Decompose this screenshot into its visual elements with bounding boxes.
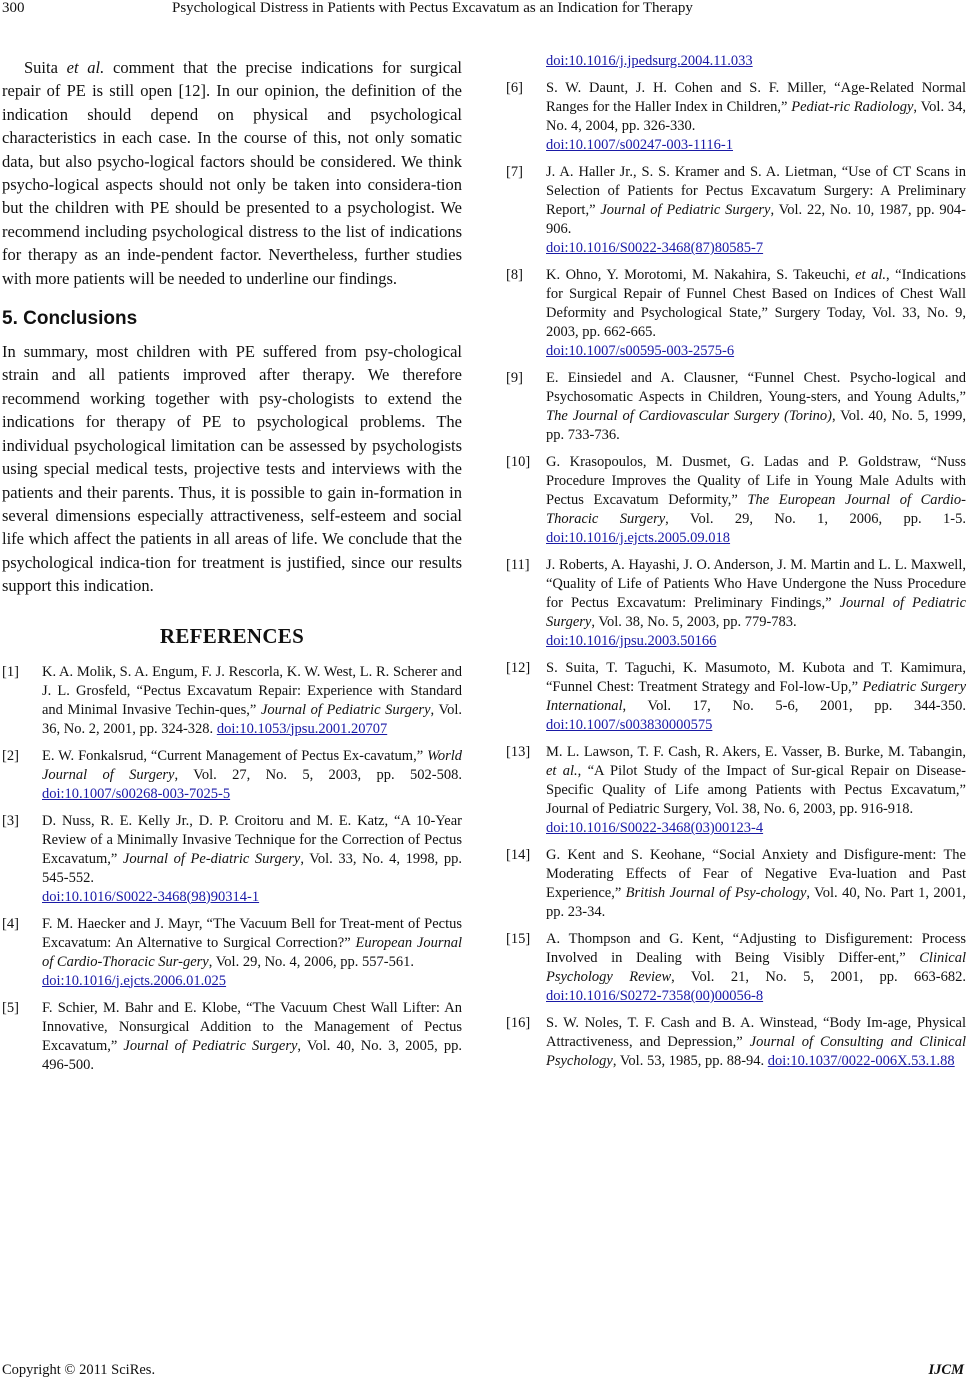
paragraph-italic: et al.	[66, 58, 105, 77]
conclusions-paragraph: In summary, most children with PE suffered from psy-chological strain and all patients improved after therapy. We therefore recommend working together with psy-chologists to extend the indications for therapy of PE to psychological problems. The individual psychological limitation can be assessed by psychologists using special medical tests, projective tests and interviews with the patients and their parents. Thus, it is possible to gain in-formation in several dimensions especially attractiveness, self-esteem and social life which affect the patients in all areas of life. We conclude that the psychological indica-tion for treatment is justified, since our results support this indication.	[2, 342, 462, 596]
reference-item: [2] E. W. Fonkalsrud, “Current Management of Pectus Ex-cavatum,” World Journal of Surgery, Vol. 27, No. 5, 2003, pp. 502-508. doi:10.1007/s00268-003-7025-5	[2, 747, 462, 802]
copyright-notice: Copyright © 2011 SciRes.	[2, 1362, 156, 1378]
reference-item: [8] K. Ohno, Y. Morotomi, M. Nakahira, S. Takeuchi, et al., “Indications for Surgical Repair of Funnel Chest Based on Indices of Chest Wall Deformity and Psychological State,” Surgery Today, Vol. 33, No. 9, 2003, pp. 662-665. doi:10.1007/s00595-003-2575-6	[506, 267, 967, 359]
doi-link[interactable]: doi:10.1007/s00247-003-1116-1	[546, 137, 734, 153]
doi-link[interactable]: doi:10.1037/0022-006X.53.1.88	[767, 1053, 955, 1069]
journal-abbreviation: IJCM	[928, 1362, 964, 1378]
doi-link[interactable]: doi:10.1016/S0022-3468(98)90314-1	[42, 888, 260, 905]
references-heading: REFERENCES	[159, 623, 305, 648]
reference-item: [5] F. Schier, M. Bahr and E. Klobe, “The Vacuum Chest Wall Lifter: An Innovative, Nonsurgical Addition to the Management of Pectus Excavatum,” Journal of Pediatric Surgery, Vol. 40, No. 3, 2005, pp. 496-500.	[2, 999, 462, 1073]
right-column	[506, 52, 966, 1079]
reference-item: [7] J. A. Haller Jr., S. S. Kramer and S. A. Lietman, “Use of CT Scans in Selection of Patients for Pectus Excavatum Surgery: A Preliminary Report,” Journal of Pediatric Surgery, Vol. 22, No. 10, 1987, pp. 904-906. doi:10.1016/S0022-3468(87)80585-7	[506, 164, 966, 256]
reference-item: [12] S. Suita, T. Taguchi, K. Masumoto, M. Kubota and T. Kamimura, “Funnel Chest: Treatment Strategy and Fol-low-Up,” Pediatric Surgery International, Vol. 17, No. 5-6, 2001, pp. 344-350. doi:10.1007/s003830000575	[506, 660, 966, 733]
discussion-paragraph	[2, 56, 462, 290]
doi-link[interactable]: doi:10.1016/j.jpedsurg.2004.11.033	[546, 53, 753, 69]
doi-link[interactable]: doi:10.1016/S0272-7358(00)00056-8	[546, 988, 764, 1004]
reference-item: [10] G. Krasopoulos, M. Dusmet, G. Ladas and P. Goldstraw, “Nuss Procedure Improves the Quality of Life in Young Male Adults with Pectus Excavatum Deformity,” The European Journal of Cardio-Thoracic Surgery, Vol. 29, No. 1, 2006, pp. 1-5. doi:10.1016/j.ejcts.2005.09.018	[506, 454, 967, 546]
reference-item: [14] G. Kent and S. Keohane, “Social Anxiety and Disfigure-ment: The Moderating Effects of Fear of Negative Eva-luation and Past Experience,” British Journal of Psy-chology, Vol. 40, No. Part 1, 2001, pp. 23-34.	[506, 847, 966, 920]
reference-item: [3] D. Nuss, R. E. Kelly Jr., D. P. Croitoru and M. E. Katz, “A 10-Year Review of a Minimally Invasive Technique for the Correction of Pectus Excavatum,” Journal of Pe-diatric Surgery, Vol. 33, No. 4, 1998, pp. 545-552. doi:10.1016/S0022-3468(98)90314-1	[2, 812, 462, 905]
page-header	[0, 0, 968, 22]
reference-item: [16] S. W. Noles, T. F. Cash and B. A. Winstead, “Body Im-age, Physical Attractiveness, and Depression,” Journal of Consulting and Clinical Psychology, Vol. 53, 1985, pp. 88-94. doi:10.1037/0022-006X.53.1.88	[506, 1015, 966, 1069]
paragraph-text: Suita	[24, 58, 67, 77]
doi-link[interactable]: doi:10.1007/s00268-003-7025-5	[42, 785, 231, 802]
reference-item: [9] E. Einsiedel and A. Clausner, “Funnel Chest. Psycho-logical and Psychosomatic Aspects in Children, Young-sters, and Young Adults,” The Journal of Cardiovascular Surgery (Torino), Vol. 40, No. 5, 1999, pp. 733-736.	[506, 370, 966, 443]
reference-list-left	[2, 663, 462, 1075]
reference-item: [4] F. M. Haecker and J. Mayr, “The Vacuum Bell for Treat-ment of Pectus Excavatum: An Alternative to Surgical Correction?” European Journal of Cardio-Thoracic Sur-gery, Vol. 29, No. 4, 2006, pp. 557-561. doi:10.1016/j.ejcts.2006.01.025	[2, 915, 462, 989]
paragraph-text: comment that the precise indications for surgical repair of PE is still open [12]. In our opinion, the definition of the indication should depend on physical and psychological characteristics in each case. In the course of this, not only somatic data, but also psycho-logical factors should be considered. We think psycho-logical aspects should not only be taken into considera-tion but the children with PE should be presented to a psychologist. We recommend including psychological distress to the list of indications for therapy as an inde-pendent factor. Nevertheless, further studies with more patients will be needed to underline our findings.	[2, 58, 462, 288]
conclusions-heading: 5. Conclusions	[2, 308, 138, 330]
doi-link[interactable]: doi:10.1053/jpsu.2001.20707	[216, 720, 388, 737]
doi-link[interactable]: doi:10.1016/j.ejcts.2006.01.025	[42, 972, 227, 989]
reference-item: [15] A. Thompson and G. Kent, “Adjusting to Disfigurement: Process Involved in Dealing with Being Visibly Differ-ent,” Clinical Psychology Review, Vol. 21, No. 5, 2001, pp. 663-682. doi:10.1016/S0272-7358(00)00056-8	[506, 931, 966, 1004]
doi-link[interactable]: doi:10.1016/j.ejcts.2005.09.018	[546, 530, 731, 546]
doi-link[interactable]: doi:10.1007/s003830000575	[546, 717, 713, 733]
doi-link[interactable]: doi:10.1016/jpsu.2003.50166	[546, 633, 717, 649]
doi-link[interactable]: doi:10.1016/S0022-3468(87)80585-7	[546, 240, 764, 256]
reference-item: [6] S. W. Daunt, J. H. Cohen and S. F. Miller, “Age-Related Normal Ranges for the Haller Index in Children,” Pediat-ric Radiology, Vol. 34, No. 4, 2004, pp. 326-330. doi:10.1007/s00247-003-1116-1	[506, 80, 966, 153]
reference-item: [11] J. Roberts, A. Hayashi, J. O. Anderson, J. M. Martin and L. L. Maxwell, “Quality of Life of Patients Who Have Undergone the Nuss Procedure for Pectus Excavatum: Preliminary Findings,” Journal of Pediatric Surgery, Vol. 38, No. 5, 2003, pp. 779-783. doi:10.1016/jpsu.2003.50166	[506, 557, 967, 649]
doi-link[interactable]: doi:10.1016/S0022-3468(03)00123-4	[546, 820, 764, 836]
page-number: 300	[2, 0, 25, 16]
reference-continuation	[506, 52, 966, 71]
doi-link[interactable]: doi:10.1007/s00595-003-2575-6	[546, 343, 735, 359]
left-column	[2, 56, 462, 1083]
reference-item: [1] K. A. Molik, S. A. Engum, F. J. Rescorla, K. W. West, L. R. Scherer and J. L. Grosfeld, “Pectus Excavatum Repair: Experience with Standard and Minimal Invasive Techin-ques,” Journal of Pediatric Surgery, Vol. 36, No. 2, 2001, pp. 324-328. doi:10.1053/jpsu.2001.20707	[2, 663, 463, 737]
running-title: Psychological Distress in Patients with Pectus Excavatum as an Indication for Therapy	[172, 0, 693, 16]
reference-item: [13] M. L. Lawson, T. F. Cash, R. Akers, E. Vasser, B. Burke, M. Tabangin, et al., “A Pilot Study of the Impact of Sur-gical Repair on Disease-Specific Quality of Life among Patients with Pectus Excavatum,” Journal of Pediatric Surgery, Vol. 38, No. 6, 2003, pp. 916-918. doi:10.1016/S0022-3468(03)00123-4	[506, 744, 966, 836]
